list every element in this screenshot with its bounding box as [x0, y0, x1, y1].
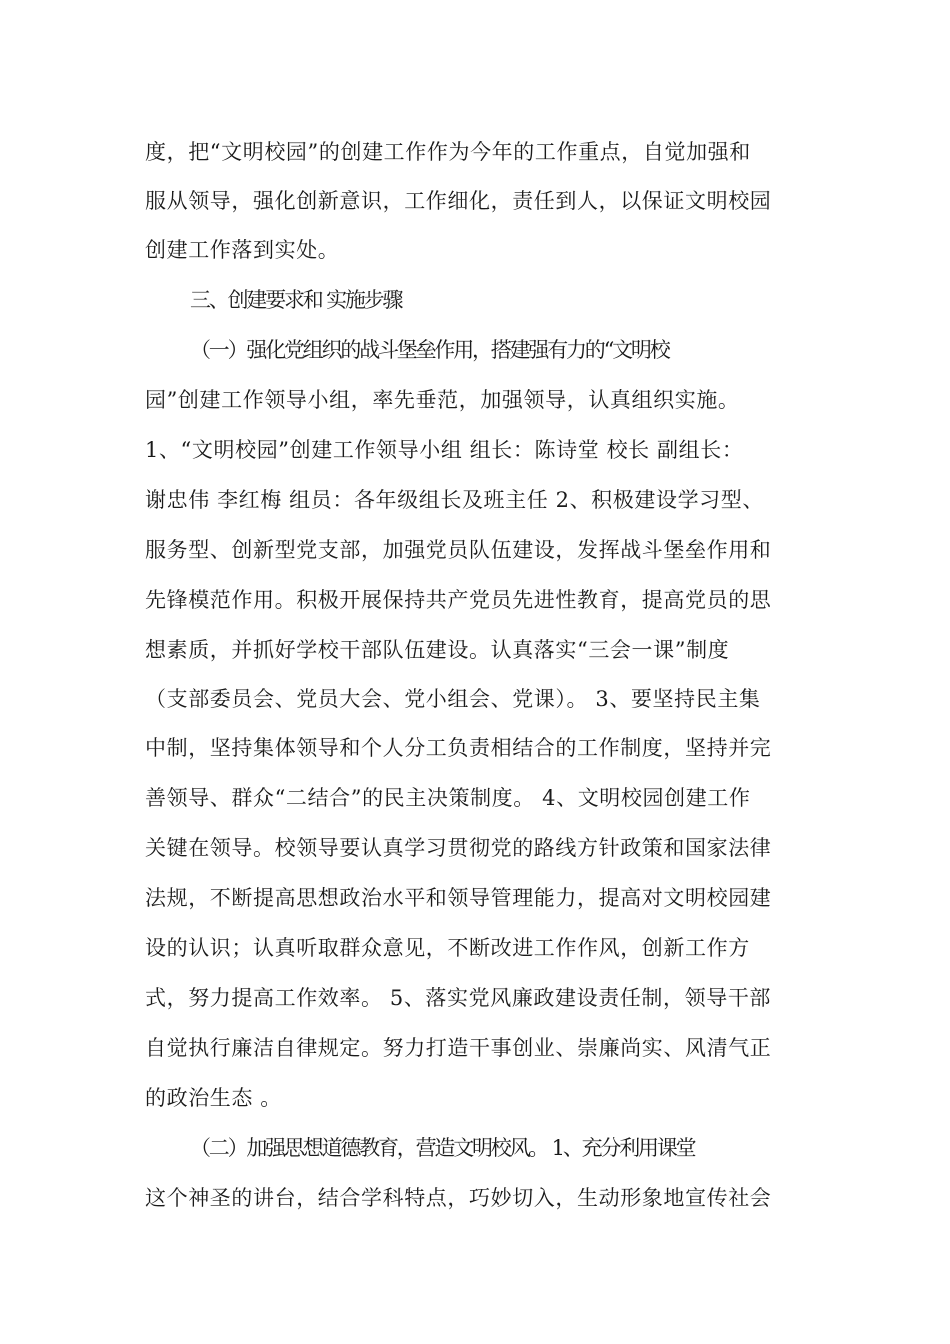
text-line-18: 式，努力提高工作效率。 5、落实党风廉政建设责任制，领导干部 [145, 986, 772, 1010]
text-line-15: 关键在领导。校领导要认真学习贯彻党的路线方针政策和国家法律 [145, 836, 772, 860]
text-line-3: 创建工作落到实处。 [145, 238, 340, 262]
text-line-13: 中制，坚持集体领导和个人分工负责相结合的工作制度，坚持并完 [145, 736, 772, 760]
text-line-10: 先锋模范作用。积极开展保持共产党员先进性教育，提高党员的思 [145, 588, 772, 612]
text-line-6: 园”创建工作领导小组，率先垂范，加强领导，认真组织实施。 [145, 388, 740, 412]
section-heading: 三、创建要求和 实施步骤 [190, 288, 402, 312]
text-line-11: 想素质，并抓好学校干部队伍建设。认真落实“三会一课”制度 [145, 638, 730, 662]
text-line-21: （二）加强思想道德教育，营造文明校风。 1、充分利用课堂 [190, 1136, 695, 1160]
text-line-2: 服从领导，强化创新意识，工作细化，责任到人，以保证文明校园 [145, 189, 772, 213]
text-line-17: 设的认识；认真听取群众意见，不断改进工作作风，创新工作方 [145, 936, 750, 960]
text-line-14: 善领导、群众“二结合”的民主决策制度。 4、文明校园创建工作 [145, 786, 751, 810]
text-line-20: 的政治生态 。 [145, 1086, 282, 1110]
text-line-16: 法规，不断提高思想政治水平和领导管理能力，提高对文明校园建 [145, 886, 772, 910]
text-line-19: 自觉执行廉洁自律规定。努力打造干事创业、崇廉尚实、风清气正 [145, 1036, 772, 1060]
text-line-12: （支部委员会、党员大会、党小组会、党课）。 3、要坚持民主集 [145, 687, 761, 711]
text-line-7: 1、“文明校园”创建工作领导小组 组长：陈诗堂 校长 副组长： [145, 438, 744, 462]
text-line-1: 度，把“文明校园”的创建工作作为今年的工作重点，自觉加强和 [145, 140, 751, 164]
text-line-9: 服务型、创新型党支部，加强党员队伍建设，发挥战斗堡垒作用和 [145, 538, 772, 562]
text-line-5: （一）强化党组织的战斗堡垒作用，搭建强有力的“文明校 [190, 338, 669, 362]
text-line-22: 这个神圣的讲台，结合学科特点，巧妙切入，生动形象地宣传社会 [145, 1186, 772, 1210]
text-line-8: 谢忠伟 李红梅 组员：各年级组长及班主任 2、积极建设学习型、 [145, 488, 764, 512]
